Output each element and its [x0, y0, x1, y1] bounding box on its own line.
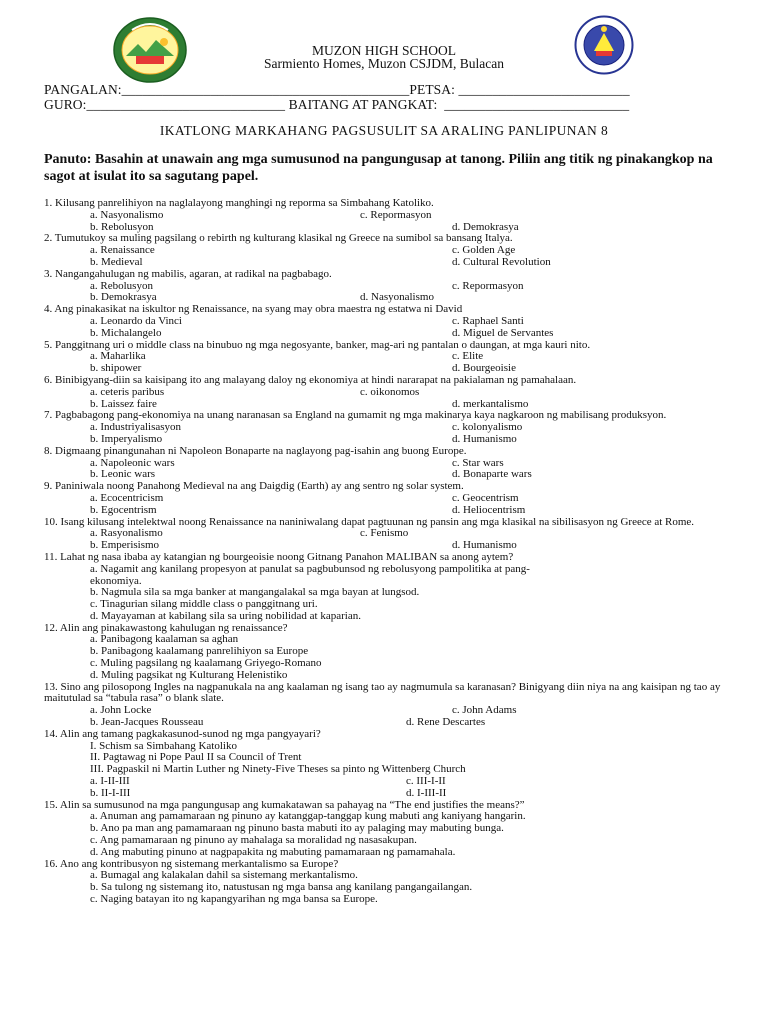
- question-item: [44, 552, 734, 623]
- answer-option: d. Mayayaman at kabilang sila sa uring nobilidad at kaparian.: [90, 609, 361, 622]
- answer-option: d. Humanismo: [452, 432, 517, 445]
- option-row: [44, 387, 734, 399]
- option-row: [44, 245, 734, 257]
- instructions: Panuto: Basahin at unawain ang mga sumusunod na pangungusap at tanong. Piliin ang titik ng pinakangkop na sagot at isulat ito sa sagutang papel.: [44, 152, 713, 184]
- question-list: [44, 198, 734, 906]
- answer-option: d. Muling pagsikat ng Kulturang Helenistiko: [90, 668, 288, 681]
- answer-option: a. Leonardo da Vinci: [90, 314, 182, 327]
- teacher-section-line: GURO:_____________________________ BAITANG AT PANGKAT: ___________________________: [44, 97, 630, 112]
- answer-option: d. Ang mabuting pinuno at nagpapakita ng mabuting pamamaraan ng pamamahala.: [90, 845, 456, 858]
- option-row: [44, 847, 734, 859]
- question-text: 4. Ang pinakasikat na iskultor ng Renaissance, na syang may obra maestra ng estatwa ni David: [44, 303, 463, 316]
- question-item: [44, 233, 734, 268]
- question-text: 12. Alin ang pinakawastong kahulugan ng renaissance?: [44, 621, 288, 634]
- question-item: [44, 304, 734, 339]
- option-row: [44, 434, 734, 446]
- answer-option: d. Demokrasya: [452, 220, 519, 233]
- option-row: [44, 399, 734, 411]
- question-item: [44, 623, 734, 682]
- answer-option: b. Sa tulong ng sistemang ito, natustusan ng mga bansa ang kanilang pangangailangan.: [90, 881, 473, 894]
- question-text: 9. Paniniwala noong Panahong Medieval na ang Daigdig (Earth) ay ang sentro ng solar system.: [44, 480, 464, 493]
- answer-option: c. kolonyalismo: [452, 421, 523, 434]
- answer-option: a. Nagamit ang kanilang propesyon at panulat sa pagbubunsod ng rebolusyong pampolitika at pang-: [90, 562, 530, 575]
- option-row: [44, 469, 734, 481]
- exam-title: IKATLONG MARKAHANG PAGSUSULIT SA ARALING PANLIPUNAN 8: [159, 123, 609, 138]
- answer-option: d. I-III-II: [406, 786, 447, 799]
- option-row: [44, 788, 734, 800]
- answer-option: c. Repormasyon: [452, 279, 524, 292]
- answer-option: a. Napoleonic wars: [90, 456, 175, 469]
- answer-option: c. Elite: [452, 350, 484, 363]
- answer-option: b. Jean-Jacques Rousseau: [90, 716, 204, 729]
- school-address: Sarmiento Homes, Muzon CSJDM, Bulacan: [264, 56, 504, 71]
- option-row: [44, 210, 734, 222]
- answer-option: b. Demokrasya: [90, 291, 157, 304]
- answer-option: d. Cultural Revolution: [452, 255, 551, 268]
- answer-option: c. Tinagurian silang middle class o panggitnang uri.: [90, 598, 318, 611]
- question-text: 5. Panggitnang uri o middle class na binubuo ng mga negosyante, banker, mag-ari ng pantalan o daungan, at mga kauri nito.: [44, 338, 591, 351]
- name-date-line: PANGALAN:__________________________________________PETSA: _________________________: [44, 82, 630, 97]
- answer-option: a. I-II-III: [90, 775, 130, 788]
- answer-option: c. oikonomos: [360, 385, 420, 398]
- option-row: [44, 222, 734, 234]
- answer-option: a. Industriyalisasyon: [90, 421, 182, 434]
- answer-option: c. Golden Age: [452, 244, 516, 257]
- answer-option: a. Renaissance: [90, 244, 155, 257]
- question-text: 3. Nangangahulugan ng mabilis, agaran, at radikal na pagbabago.: [44, 267, 332, 280]
- question-item: [44, 859, 734, 906]
- question-text: 11. Lahat ng nasa ibaba ay katangian ng bourgeoisie noong Gitnang Panahon MALIBAN sa anong aytem?: [44, 550, 514, 563]
- option-row: [44, 505, 734, 517]
- question-text: 13. Sino ang pilosopong Ingles na nagpanukala na ang kaalaman ng isang tao ay nagmumula sa karanasan? Binigyang diin niya na ang kaisipan ng tao ay maitutulad sa “tabula rasa” o blank slate.: [44, 680, 721, 705]
- answer-option: ekonomiya.: [90, 574, 142, 587]
- question-item: [44, 481, 734, 516]
- answer-option: a. Nasyonalismo: [90, 208, 164, 221]
- option-row: [44, 316, 734, 328]
- answer-option: I. Schism sa Simbahang Katoliko: [90, 739, 237, 752]
- answer-option: d. Nasyonalismo: [360, 291, 434, 304]
- answer-option: b. Imperyalismo: [90, 432, 163, 445]
- answer-option: b. II-I-III: [90, 786, 131, 799]
- answer-option: a. ceteris paribus: [90, 385, 165, 398]
- question-item: [44, 446, 734, 481]
- answer-option: d. merkantalismo: [452, 397, 529, 410]
- answer-option: c. III-I-II: [406, 775, 446, 788]
- answer-option: d. Heliocentrism: [452, 503, 526, 516]
- question-text: 2. Tumutukoy sa muling pagsilang o rebirth ng kulturang klasikal ng Greece na sumibol sa bansang Italya.: [44, 232, 513, 245]
- option-row: [44, 611, 734, 623]
- answer-option: a. Bumagal ang kalakalan dahil sa sistemang merkantalismo.: [90, 869, 358, 882]
- option-row: [44, 540, 734, 552]
- answer-option: III. Pagpaskil ni Martin Luther ng Ninety-Five Theses sa pinto ng Wittenberg Church: [90, 763, 466, 776]
- option-row: [44, 564, 734, 576]
- answer-option: b. Rebolusyon: [90, 220, 154, 233]
- question-item: [44, 729, 734, 800]
- question-item: [44, 682, 734, 729]
- answer-option: a. Panibagong kaalaman sa aghan: [90, 633, 239, 646]
- answer-option: d. Miguel de Servantes: [452, 326, 554, 339]
- answer-option: c. Raphael Santi: [452, 314, 524, 327]
- answer-option: b. Emperisismo: [90, 539, 160, 552]
- answer-option: d. Humanismo: [452, 539, 517, 552]
- answer-option: d. Rene Descartes: [406, 716, 486, 729]
- question-item: [44, 410, 734, 445]
- answer-option: a. Rasyonalismo: [90, 527, 163, 540]
- option-row: [44, 894, 734, 906]
- option-row: [44, 670, 734, 682]
- answer-option: b. Laissez faire: [90, 397, 157, 410]
- answer-option: a. Rebolusyon: [90, 279, 153, 292]
- answer-option: b. Leonic wars: [90, 468, 156, 481]
- answer-option: c. Muling pagsilang ng kaalamang Griyego-Romano: [90, 657, 322, 670]
- answer-option: c. Fenismo: [360, 527, 409, 540]
- answer-option: c. Geocentrism: [452, 491, 519, 504]
- answer-option: a. Maharlika: [90, 350, 146, 363]
- option-row: [44, 292, 734, 304]
- answer-option: c. Ang pamamaraan ng pinuno ay mahalaga sa moralidad ng nasasakupan.: [90, 834, 417, 847]
- option-row: [44, 351, 734, 363]
- answer-option: II. Pagtawag ni Pope Paul II sa Council of Trent: [90, 751, 302, 764]
- question-text: 1. Kilusang panrelihiyon na naglalayong manghingi ng reporma sa Simbahang Katoliko.: [44, 197, 434, 209]
- question-text: 16. Ano ang kontribusyon ng sistemang merkantalismo sa Europe?: [44, 857, 339, 870]
- question-item: [44, 340, 734, 375]
- answer-option: c. Repormasyon: [360, 208, 432, 221]
- question-text: 10. Isang kilusang intelektwal noong Renaissance na naniniwalang dapat pagtuunan ng pansin ang mga klasikal na sibilisasyon ng Greece at Rome.: [44, 515, 695, 528]
- answer-option: a. Ecocentricism: [90, 491, 164, 504]
- answer-option: b. Panibagong kaalamang panrelihiyon sa Europe: [90, 645, 309, 658]
- option-row: [44, 257, 734, 269]
- answer-option: b. Medieval: [90, 255, 143, 268]
- option-row: [44, 328, 734, 340]
- answer-option: b. Nagmula sila sa mga banker at mangangalakal sa mga bayan at lungsod.: [90, 586, 420, 599]
- question-item: [44, 517, 734, 552]
- answer-option: c. John Adams: [452, 704, 517, 717]
- question-text: 7. Pagbabagong pang-ekonomiya na unang naranasan sa England na gumamit ng mga makinarya kaya nagkaroon ng mabilisang produksyon.: [44, 409, 667, 422]
- question-text: 6. Binibigyang-diin sa kaisipang ito ang malayang daloy ng ekonomiya at hindi nararapat na pakialaman ng pamahalaan.: [44, 373, 577, 386]
- answer-option: a. Anuman ang pamamaraan ng pinuno ay katanggap-tanggap kung mabuti ang kaniyang hangarin.: [90, 810, 526, 823]
- answer-option: b. Michalangelo: [90, 326, 162, 339]
- answer-option: c. Naging batayan ito ng kapangyarihan ng mga bansa sa Europe.: [90, 893, 378, 906]
- question-text: 8. Digmaang pinangunahan ni Napoleon Bonaparte na naglayong pag-isahin ang buong Europe.: [44, 444, 467, 457]
- option-row: [44, 776, 734, 788]
- question-item: [44, 800, 734, 859]
- school-name: MUZON HIGH SCHOOL: [312, 43, 456, 58]
- question-item: [44, 375, 734, 410]
- option-row: [44, 717, 734, 729]
- answer-option: d. Bourgeoisie: [452, 362, 516, 375]
- question-item: [44, 198, 734, 233]
- answer-option: b. shipower: [90, 362, 142, 375]
- answer-option: b. Ano pa man ang pamamaraan ng pinuno basta mabuti ito ay palaging may mabuting bunga.: [90, 822, 504, 835]
- answer-option: b. Egocentrism: [90, 503, 157, 516]
- question-item: [44, 269, 734, 304]
- option-row: [44, 764, 734, 776]
- question-text: 15. Alin sa sumusunod na mga pangungusap ang kumakatawan sa pahayag na “The end justifies the means?”: [44, 798, 525, 811]
- option-row: [44, 493, 734, 505]
- answer-option: a. John Locke: [90, 704, 152, 717]
- option-row: [44, 363, 734, 375]
- question-text: 14. Alin ang tamang pagkakasunod-sunod ng mga pangyayari?: [44, 727, 321, 740]
- answer-option: c. Star wars: [452, 456, 504, 469]
- answer-option: d. Bonaparte wars: [452, 468, 532, 481]
